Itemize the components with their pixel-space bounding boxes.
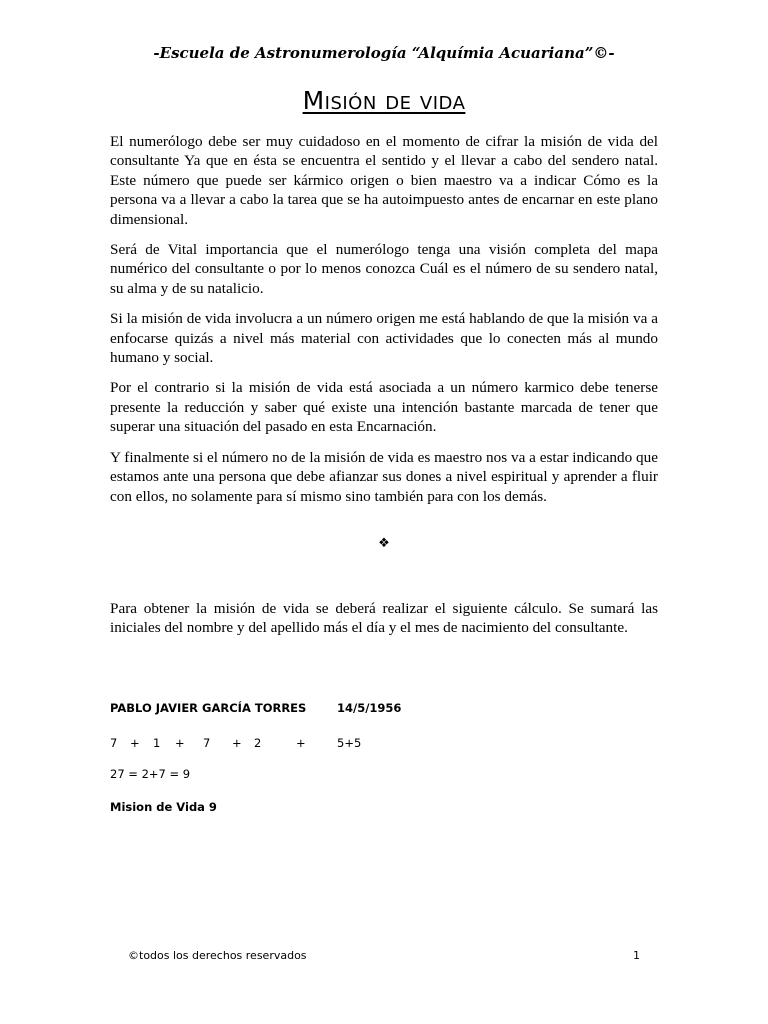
digit: 7 [203,736,211,750]
digit-operator: + [175,736,185,750]
example-name: PABLO JAVIER GARCÍA TORRES [110,701,307,715]
digit: 1 [153,736,161,750]
paragraph: Y finalmente si el número no de la misión de vida es maestro nos va a estar indicando que estamos ante una persona que debe afianzar sus dones a nivel espiritual y aprender a fluir con ellos, no solamente para sí mismo sino también para con los demás. [110,448,658,505]
example-line [110,701,658,715]
digit: 2 [254,736,262,750]
diamond-separator-icon: ❖ [378,536,390,551]
reduction-line: 27 = 2+7 = 9 [110,767,191,781]
paragraph: Por el contrario si la misión de vida está asociada a un número karmico debe tenerse presente la reducción y saber qué existe una intención bastante marcada de tener que superar una situación del pasado en esta Encarnación. [110,379,658,436]
page-title: Misión de vida [302,86,466,115]
paragraph: Si la misión de vida involucra a un número origen me está hablando de que la misión va a enfocarse quizás a nivel más material con actividades que lo conecten más al mundo humano y social. [110,310,658,367]
page-header: -Escuela de Astronumerología “Alquímia Acuariana”©- [153,44,615,62]
digit: 7 [110,736,118,750]
digit: 5+5 [337,736,362,750]
body-text [110,132,658,517]
calculation-intro: Para obtener la misión de vida se deberá realizar el siguiente cálculo. Se sumará las iniciales del nombre y del apellido más el día y el mes de nacimiento del consultante. [110,600,658,637]
page-footer [128,949,640,962]
paragraph: El numerólogo debe ser muy cuidadoso en el momento de cifrar la misión de vida del consultante Ya que en ésta se encuentra el sentido y el llevar a cabo del sendero natal. Este número que puede ser kármico origen o bien maestro va a indicar Cómo es la persona va a llevar a cabo la tarea que se ha autoimpuesto antes de encarnar en este plano dimensional. [110,133,658,228]
digit-operator: + [232,736,242,750]
example-date: 14/5/1956 [337,701,402,715]
page-number: 1 [633,949,640,962]
digit-operator: + [296,736,306,750]
result-line: Mision de Vida 9 [110,800,217,814]
copyright-text: ©todos los derechos reservados [128,949,307,962]
paragraph: Será de Vital importancia que el numerólogo tenga una visión completa del mapa numérico del consultante o por lo menos conozca Cuál es el número de su sendero natal, su alma y de su natalicio. [110,241,658,297]
digit-operator: + [130,736,140,750]
